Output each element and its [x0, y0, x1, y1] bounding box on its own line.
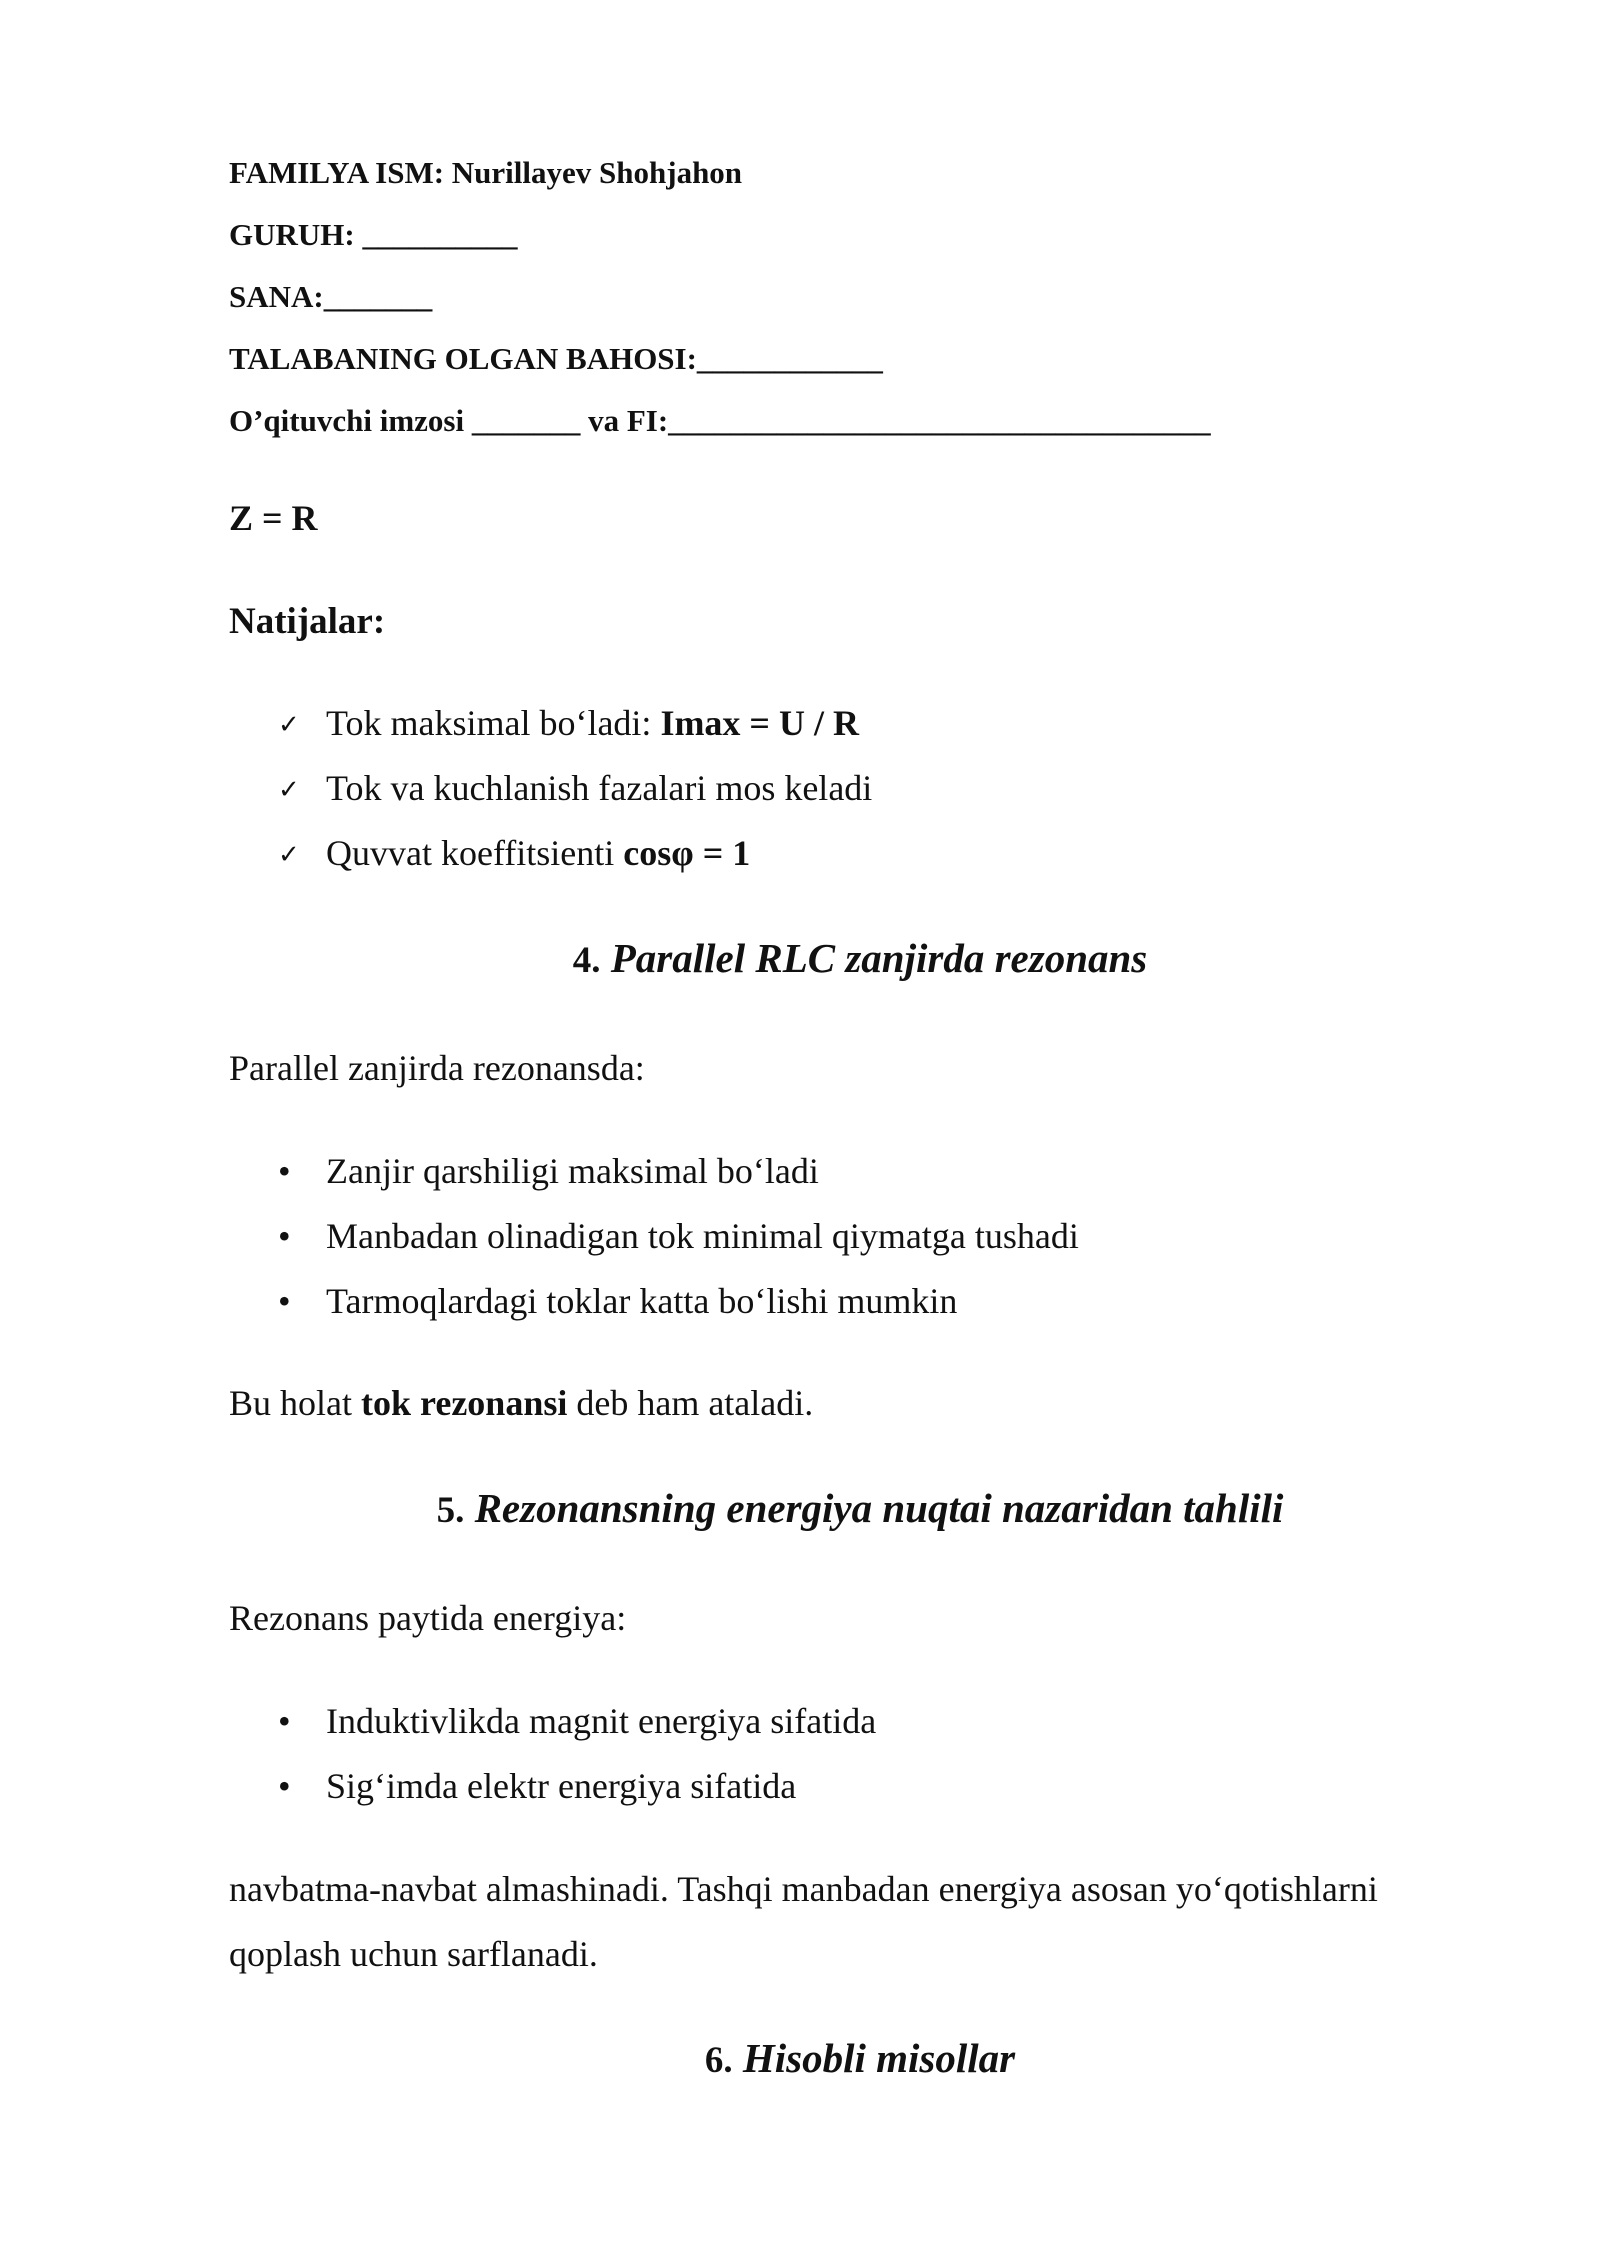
result-item: ✓ Tok maksimal bo‘ladi: Imax = U / R: [278, 703, 859, 743]
list-item: • Tarmoqlardagi toklar katta bo‘lishi mumkin: [278, 1281, 958, 1321]
student-name-line: FAMILYA ISM: Nurillayev Shohjahon: [229, 155, 743, 190]
list-item: • Sig‘imda elektr energiya sifatida: [278, 1766, 797, 1806]
section-5-intro: Rezonans paytida energiya:: [229, 1598, 627, 1638]
section-6-heading: 6. Hisobli misollar: [704, 2035, 1016, 2081]
section-4-intro: Parallel zanjirda rezonansda:: [229, 1048, 645, 1088]
group-line: GURUH: __________: [229, 217, 518, 252]
checkmark-icon: ✓: [278, 710, 300, 740]
section-5-paragraph-line-2: qoplash uchun sarflanadi.: [229, 1934, 598, 1974]
teacher-signature-line: O’qituvchi imzosi _______ va FI:___________________________________: [229, 403, 1211, 438]
section-5-heading: 5. Rezonansning energiya nuqtai nazaridan tahlili: [436, 1485, 1284, 1531]
list-item: • Induktivlikda magnit energiya sifatida: [278, 1701, 877, 1741]
result-item: ✓ Tok va kuchlanish fazalari mos keladi: [278, 768, 873, 808]
list-item: • Zanjir qarshiligi maksimal bo‘ladi: [278, 1151, 819, 1191]
bullet-icon: •: [278, 1151, 291, 1191]
formula-z-equals-r: Z = R: [229, 498, 318, 538]
grade-line: TALABANING OLGAN BAHOSI:____________: [229, 341, 883, 376]
date-line: SANA:_______: [229, 279, 433, 314]
section-4-heading: 4. Parallel RLC zanjirda rezonans: [572, 935, 1148, 981]
bullet-icon: •: [278, 1216, 291, 1256]
bullet-icon: •: [278, 1701, 291, 1741]
checkmark-icon: ✓: [278, 775, 300, 805]
result-item: ✓ Quvvat koeffitsienti cosφ = 1: [278, 833, 751, 873]
results-heading: Natijalar:: [229, 601, 386, 642]
section-4-conclusion: Bu holat tok rezonansi deb ham ataladi.: [229, 1383, 814, 1423]
list-item: • Manbadan olinadigan tok minimal qiymatga tushadi: [278, 1216, 1079, 1256]
section-5-paragraph-line-1: navbatma-navbat almashinadi. Tashqi manbadan energiya asosan yo‘qotishlarni: [229, 1869, 1378, 1909]
bullet-icon: •: [278, 1766, 291, 1806]
checkmark-icon: ✓: [278, 840, 300, 870]
bullet-icon: •: [278, 1281, 291, 1321]
